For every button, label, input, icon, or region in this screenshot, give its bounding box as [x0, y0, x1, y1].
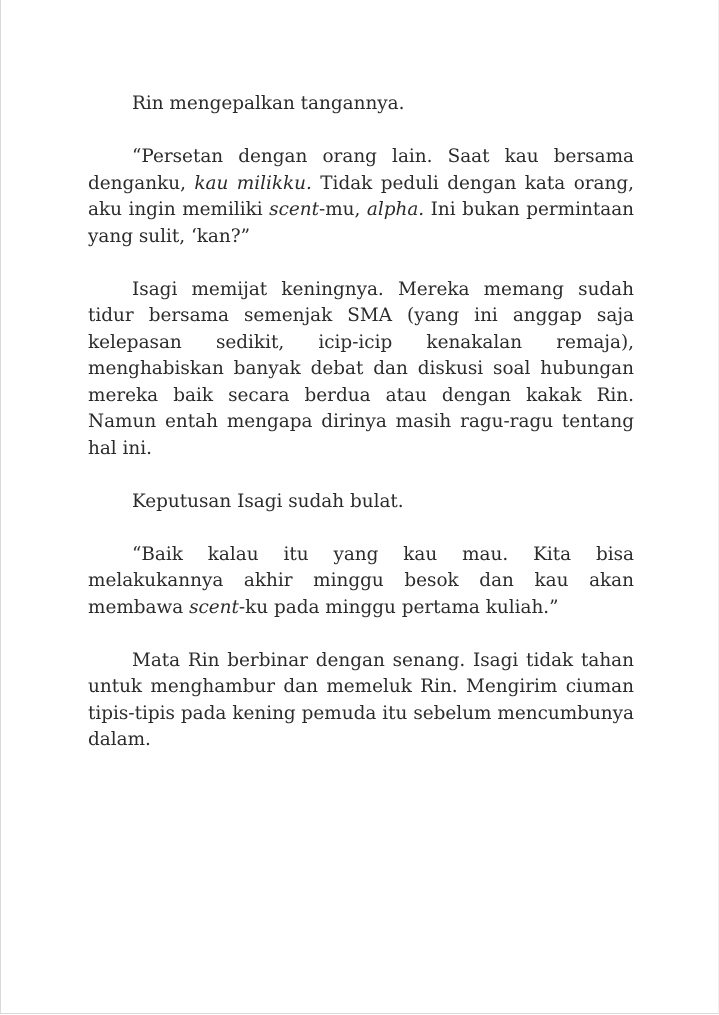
paragraph-2-text-b: Tidak peduli dengan kata orang, aku ingin memiliki — [88, 172, 634, 220]
paragraph-4-text: Keputusan Isagi sudah bulat. — [132, 490, 404, 512]
paragraph-3-text: Isagi memijat keningnya. Mereka memang sudah tidur bersama semenjak SMA (yang ini anggap saja kelepasan sedikit, icip-icip kenakalan remaja), menghabiskan banyak debat dan diskusi soal hubungan mereka baik secara berdua atau dengan kakak Rin. Namun entah mengapa dirinya masih ragu-ragu tentang hal ini. — [88, 278, 634, 459]
paragraph-5-text-a: “Baik kalau itu yang kau mau. Kita bisa melakukannya akhir minggu besok dan kau akan membawa — [88, 543, 634, 618]
paragraph-2-text-d: Ini bukan permintaan yang sulit, ‘kan?” — [88, 199, 634, 247]
paragraph-1-text: Rin mengepalkan tangannya. — [132, 93, 405, 114]
paragraph-2-italic-alpha: alpha. — [366, 199, 425, 220]
paragraph-4 — [88, 489, 634, 516]
paragraph-2-text-a: “Persetan dengan orang lain. Saat kau bersama denganku, — [88, 146, 634, 194]
paragraph-5 — [88, 542, 634, 622]
paragraph-6-text: Mata Rin berbinar dengan senang. Isagi tidak tahan untuk menghambur dan memeluk Rin. Mengirim ciuman tipis-tipis pada kening pemuda itu sebelum mencumbunya dalam. — [88, 649, 634, 750]
paragraph-1 — [88, 91, 634, 118]
body-text — [88, 91, 634, 754]
paragraph-3 — [88, 277, 634, 463]
paragraph-2-italic-scent: scent — [269, 199, 319, 220]
paragraph-2 — [88, 144, 634, 250]
paragraph-5-text-b: -ku pada minggu pertama kuliah.” — [238, 596, 559, 618]
paragraph-6 — [88, 648, 634, 754]
paragraph-2-text-c: -mu, — [319, 199, 367, 220]
paragraph-5-italic-scent: scent — [189, 596, 239, 618]
paragraph-2-italic-kau-milikku: kau milikku. — [194, 172, 312, 194]
